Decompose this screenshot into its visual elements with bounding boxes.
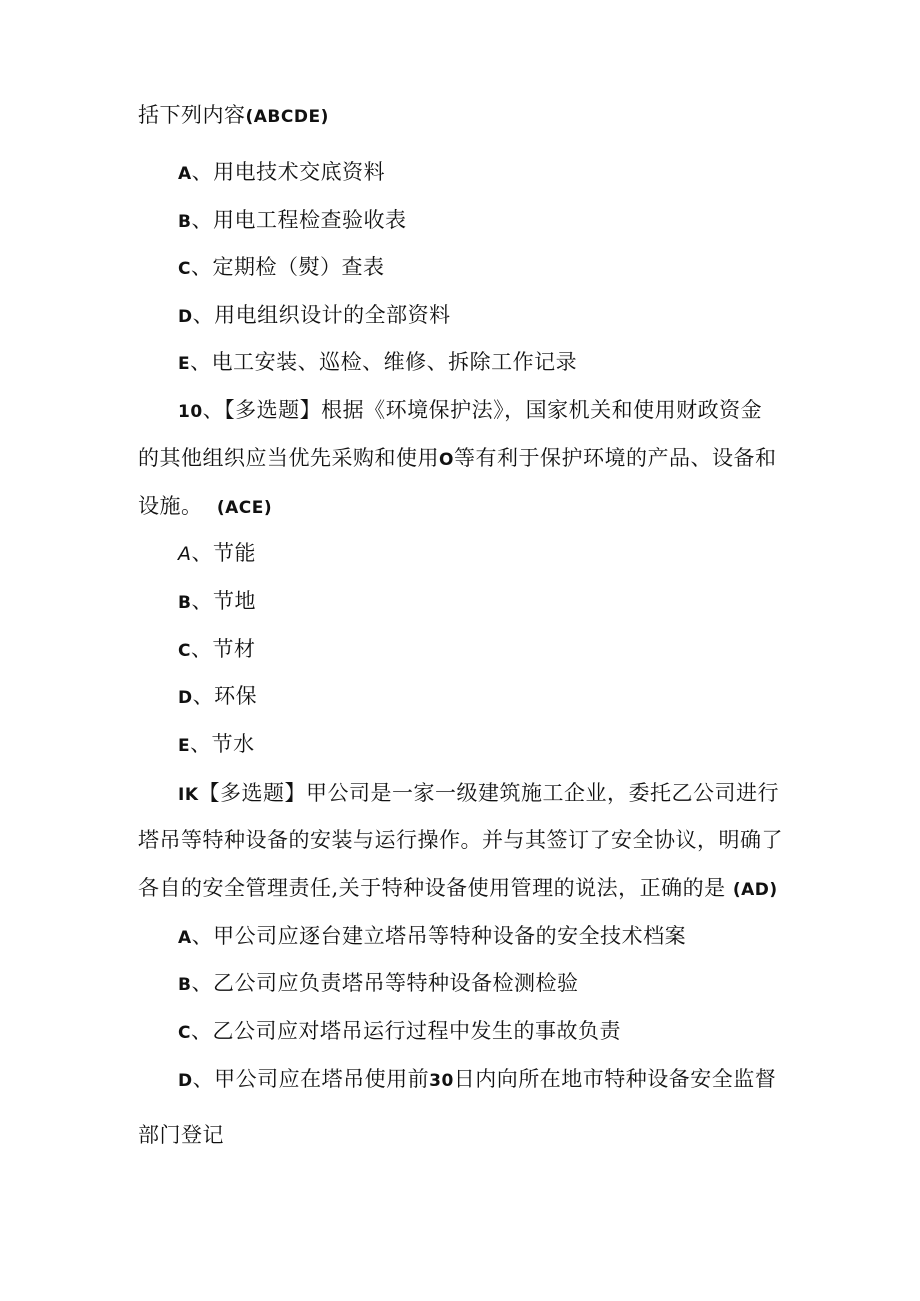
option-letter: D	[178, 307, 193, 327]
question-text: 塔吊等特种设备的安装与运行操作。并与其签订了安全协议，明确了	[138, 828, 783, 852]
option-letter: B	[178, 212, 192, 232]
q9-option-e	[178, 347, 577, 379]
option-letter: C	[178, 1023, 191, 1043]
option-letter: A	[178, 164, 192, 184]
option-sep: 、	[190, 350, 212, 374]
intro-text: 括下列内容	[138, 103, 246, 127]
option-text: 甲公司应逐台建立塔吊等特种设备的安全技术档案	[213, 924, 687, 948]
option-letter: A	[178, 928, 192, 948]
option-letter: D	[178, 688, 193, 708]
option-letter: C	[178, 259, 191, 279]
q11-option-d	[178, 1064, 776, 1096]
option-text: 部门登记	[138, 1123, 224, 1147]
option-letter: B	[178, 975, 192, 995]
option-sep: 、	[191, 541, 213, 565]
q11-option-b	[178, 968, 578, 1000]
q11-option-a	[178, 921, 686, 953]
question-number: IK	[178, 785, 199, 805]
option-letter: E	[178, 736, 191, 756]
question-blank: O	[439, 450, 454, 470]
q10-option-e	[178, 729, 255, 761]
question-text: 【多选题】甲公司是一家一级建筑施工企业，委托乙公司进行	[198, 781, 779, 805]
question-text: 、【多选题】根据《环境保护法》，国家机关和使用财政资金	[202, 398, 763, 422]
option-text: 日内向所在地市特种设备安全监督	[453, 1067, 777, 1091]
option-sep: 、	[190, 255, 213, 279]
option-sep: 、	[190, 732, 212, 756]
q9-option-d	[178, 300, 451, 332]
option-text: 节材	[212, 637, 256, 661]
option-letter: B	[178, 593, 192, 613]
q11-option-c	[178, 1016, 621, 1048]
option-text: 定期检（熨）查表	[212, 255, 385, 279]
option-text: 节水	[211, 732, 255, 756]
option-number: 30	[429, 1071, 454, 1091]
option-text: 电工安装、巡检、维修、拆除工作记录	[211, 350, 578, 374]
question-answer: (AD)	[732, 880, 778, 900]
option-text: 乙公司应对塔吊运行过程中发生的事故负责	[212, 1019, 621, 1043]
option-text: 乙公司应负责塔吊等特种设备检测检验	[212, 971, 579, 995]
option-text: 用电技术交底资料	[213, 160, 386, 184]
option-text: 用电组织设计的全部资料	[214, 303, 451, 327]
option-text: 环保	[214, 684, 258, 708]
q10-line-1	[178, 395, 762, 427]
option-text: 节能	[213, 541, 256, 565]
question-text: 的其他组织应当优先采购和使用	[138, 446, 439, 470]
question-text: 各自的安全管理责任,关于特种设备使用管理的说法，正确的是	[138, 876, 726, 900]
q11-option-d-continued	[138, 1120, 224, 1150]
q9-option-b	[178, 205, 406, 237]
question-answer: (ACE)	[216, 498, 273, 518]
option-text: 用电工程检查验收表	[212, 208, 407, 232]
option-sep: 、	[191, 924, 214, 948]
option-text: 节地	[212, 589, 256, 613]
question-text: 设施。	[138, 494, 203, 518]
option-sep: 、	[190, 637, 213, 661]
q9-option-c	[178, 252, 384, 284]
q11-line-1	[178, 778, 779, 810]
q11-line-3	[138, 873, 778, 905]
option-letter: A	[178, 543, 192, 565]
option-sep: 、	[192, 684, 215, 708]
q10-option-d	[178, 681, 257, 713]
q11-line-2	[138, 825, 783, 855]
question-number: 10	[178, 402, 203, 422]
option-letter: D	[178, 1071, 193, 1091]
option-sep: 、	[191, 589, 213, 613]
option-sep: 、	[192, 1067, 215, 1091]
q10-option-c	[178, 634, 255, 666]
q10-line-3	[138, 491, 272, 523]
option-sep: 、	[192, 303, 215, 327]
q10-option-b	[178, 586, 256, 618]
option-letter: C	[178, 641, 191, 661]
intro-line	[138, 100, 329, 132]
option-sep: 、	[190, 1019, 213, 1043]
q9-option-a	[178, 157, 385, 189]
option-text: 甲公司应在塔吊使用前	[214, 1067, 430, 1091]
question-text: 等有利于保护环境的产品、设备和	[453, 446, 777, 470]
intro-answer: (ABCDE)	[245, 107, 329, 127]
q10-option-a	[178, 538, 256, 569]
option-sep: 、	[191, 208, 213, 232]
option-sep: 、	[191, 160, 214, 184]
option-letter: E	[178, 354, 191, 374]
q10-line-2	[138, 443, 776, 475]
option-sep: 、	[191, 971, 213, 995]
